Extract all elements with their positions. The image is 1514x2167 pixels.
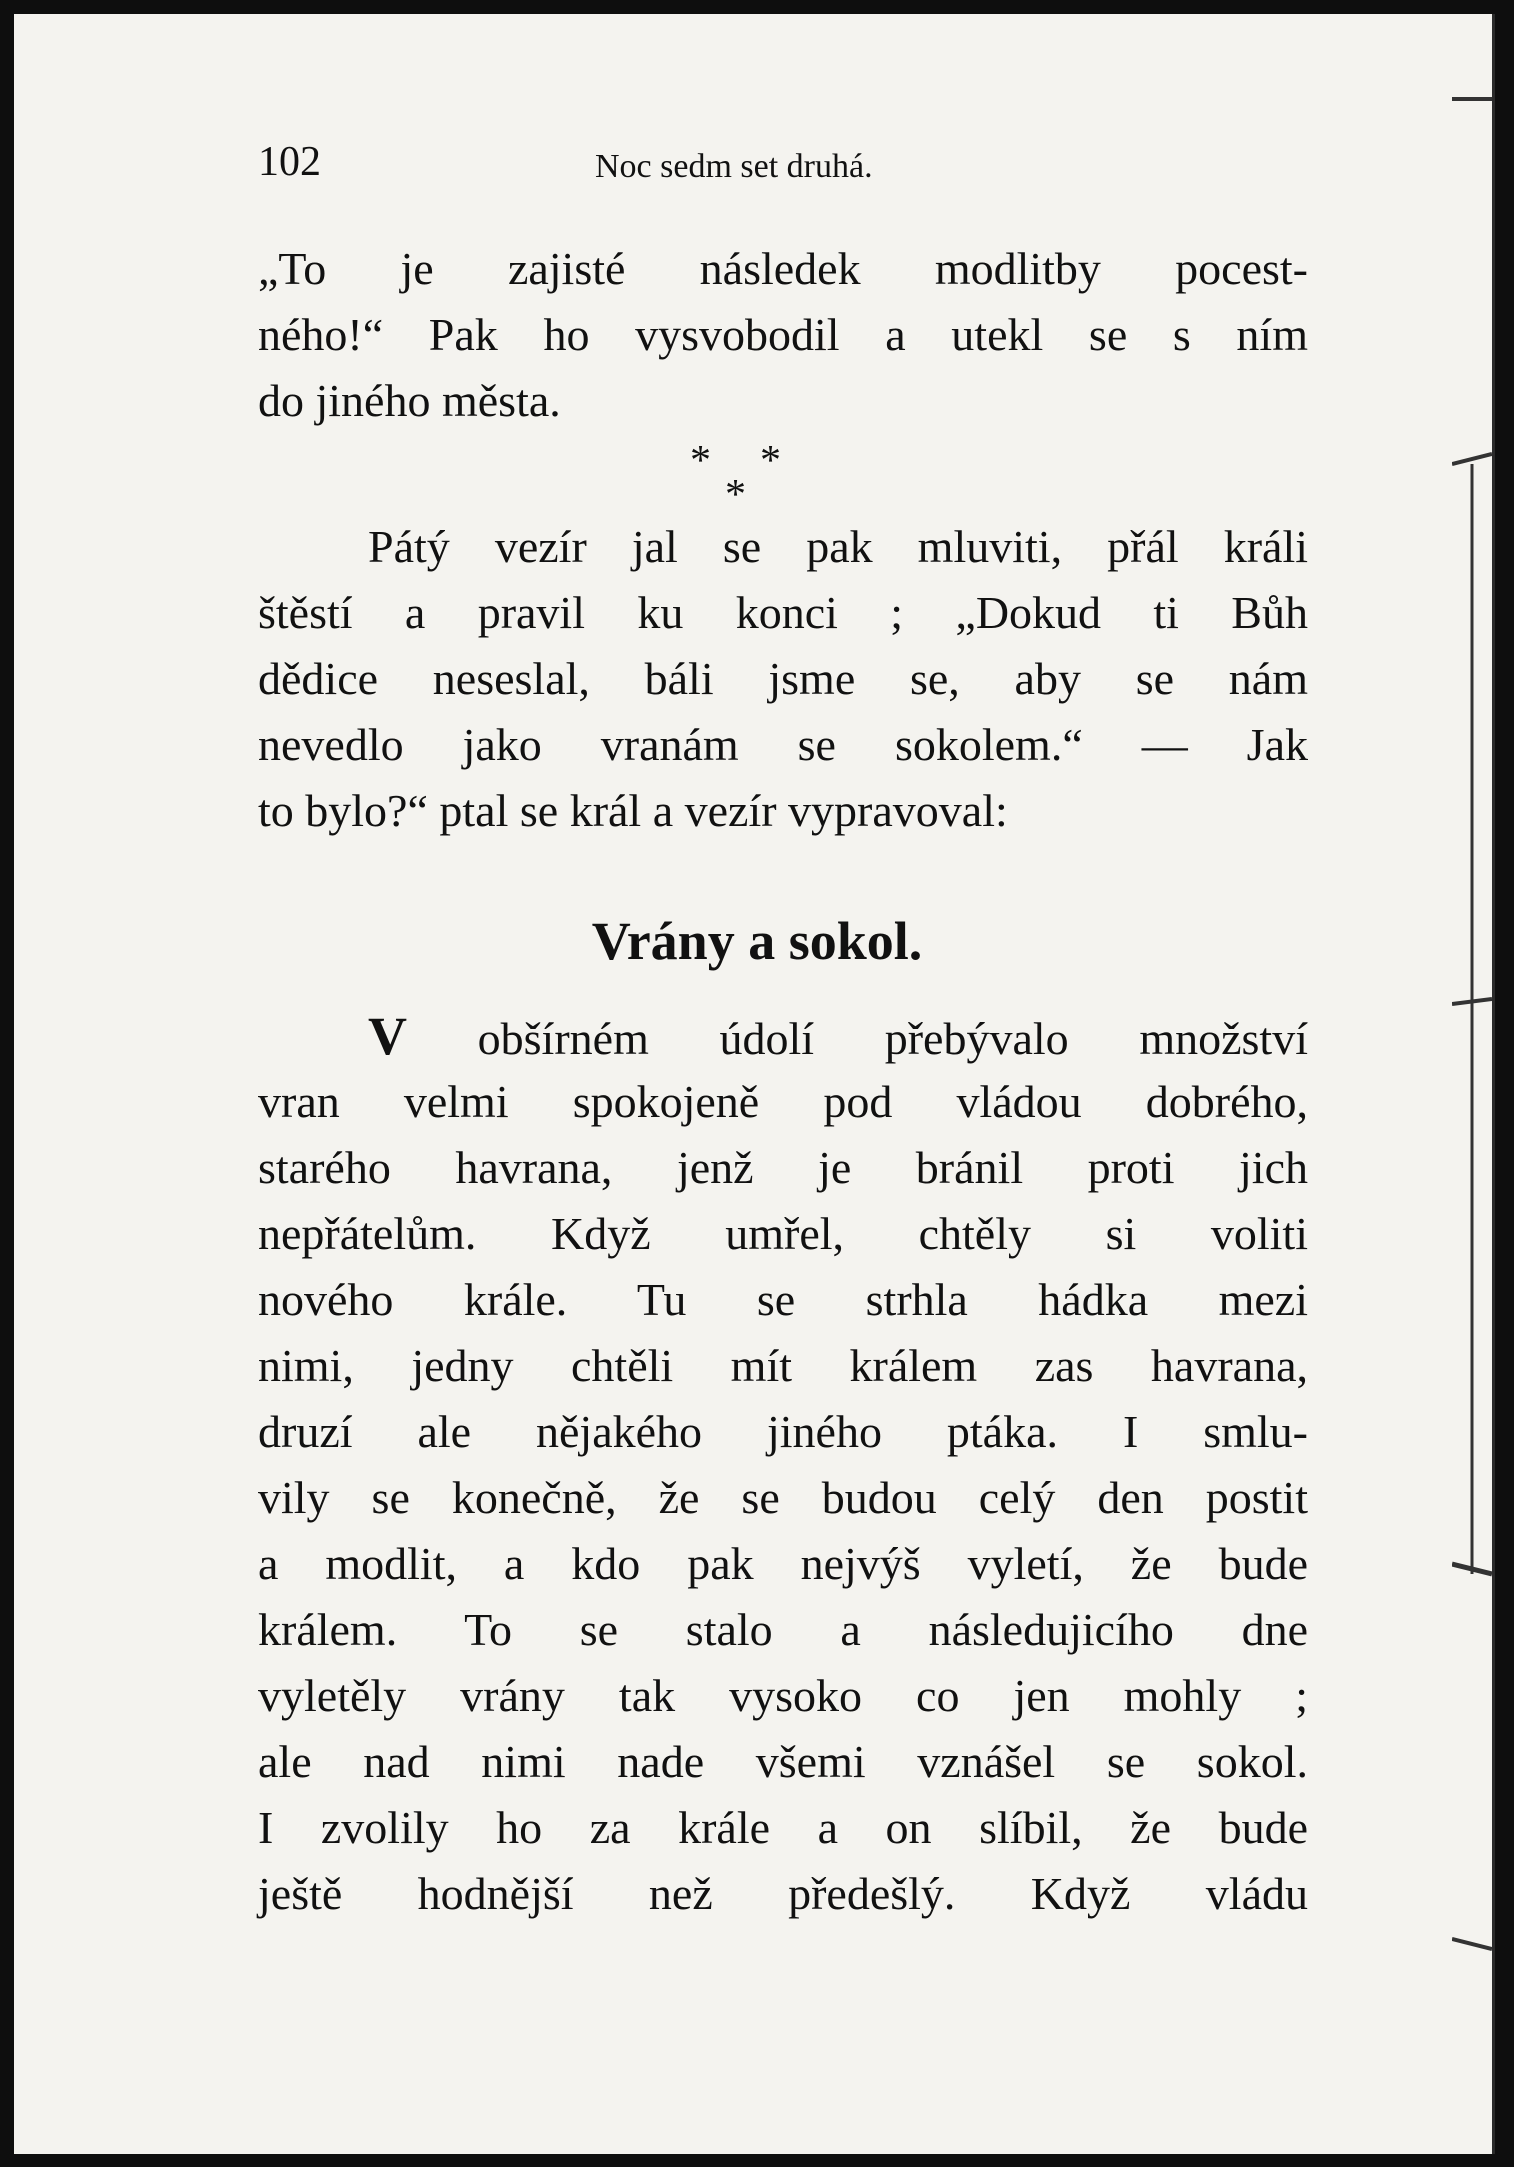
running-title: Noc sedm set druhá. [595,148,873,185]
text-line: vran velmi spokojeně pod vládou dobrého, [258,1076,1308,1127]
text-line: starého havrana, jenž je bránil proti jich [258,1142,1308,1193]
asterism-star: * [725,472,746,518]
text-line: Pátý vezír jal se pak mluviti, přál králi [368,521,1308,572]
text-line: I zvolily ho za krále a on slíbil, že bude [258,1802,1308,1853]
page-header [258,138,1358,198]
text-line: nimi, jedny chtěli mít králem zas havrana, [258,1340,1308,1391]
drop-cap: V [368,1006,407,1066]
text-line: nepřátelům. Když umřel, chtěly si voliti [258,1208,1308,1259]
page-number: 102 [258,139,321,185]
paragraph-2 [258,514,1308,844]
text-line [258,1003,1308,1069]
text-line: nového krále. Tu se strhla hádka mezi [258,1274,1308,1325]
asterism-star: * [690,438,711,484]
section-title: Vrány a sokol. [591,911,923,971]
text-line: ještě hodnější než předešlý. Když vládu [258,1868,1308,1919]
text-line: do jiného města. [258,375,561,426]
text-line: druzí ale nějakého jiného ptáka. I smlu- [258,1406,1308,1457]
edge-tick [1452,999,1492,1004]
asterism-star: * [760,438,781,484]
text-line: ného!“ Pak ho vysvobodil a utekl se s ním [258,309,1308,360]
text-line: „To je zajisté následek modlitby pocest- [258,243,1308,294]
page-edge-marks [1452,14,1492,2154]
text-line: štěstí a pravil ku konci ; „Dokud ti Bůh [258,587,1308,638]
text-line: vyletěly vrány tak vysoko co jen mohly ; [258,1670,1308,1721]
text-line: ale nad nimi nade všemi vznášel se sokol. [258,1736,1308,1787]
text-line-rest: obšírném údolí přebývalo množství [407,1013,1308,1064]
text-line: dědice neseslal, báli jsme se, aby se nám [258,653,1308,704]
paragraph-1 [258,236,1308,434]
edge-tick [1452,1939,1492,1949]
asterism [650,437,890,518]
text-line: to bylo?“ ptal se král a vezír vypravoval: [258,785,1008,836]
text-line: nevedlo jako vranám se sokolem.“ — Jak [258,719,1308,770]
edge-tick [1452,454,1492,464]
text-line: vily se konečně, že se budou celý den postit [258,1472,1308,1523]
paragraph-3 [258,1003,1308,1927]
text-line: a modlit, a kdo pak nejvýš vyletí, že bude [258,1538,1308,1589]
text-line: králem. To se stalo a následujicího dne [258,1604,1308,1655]
